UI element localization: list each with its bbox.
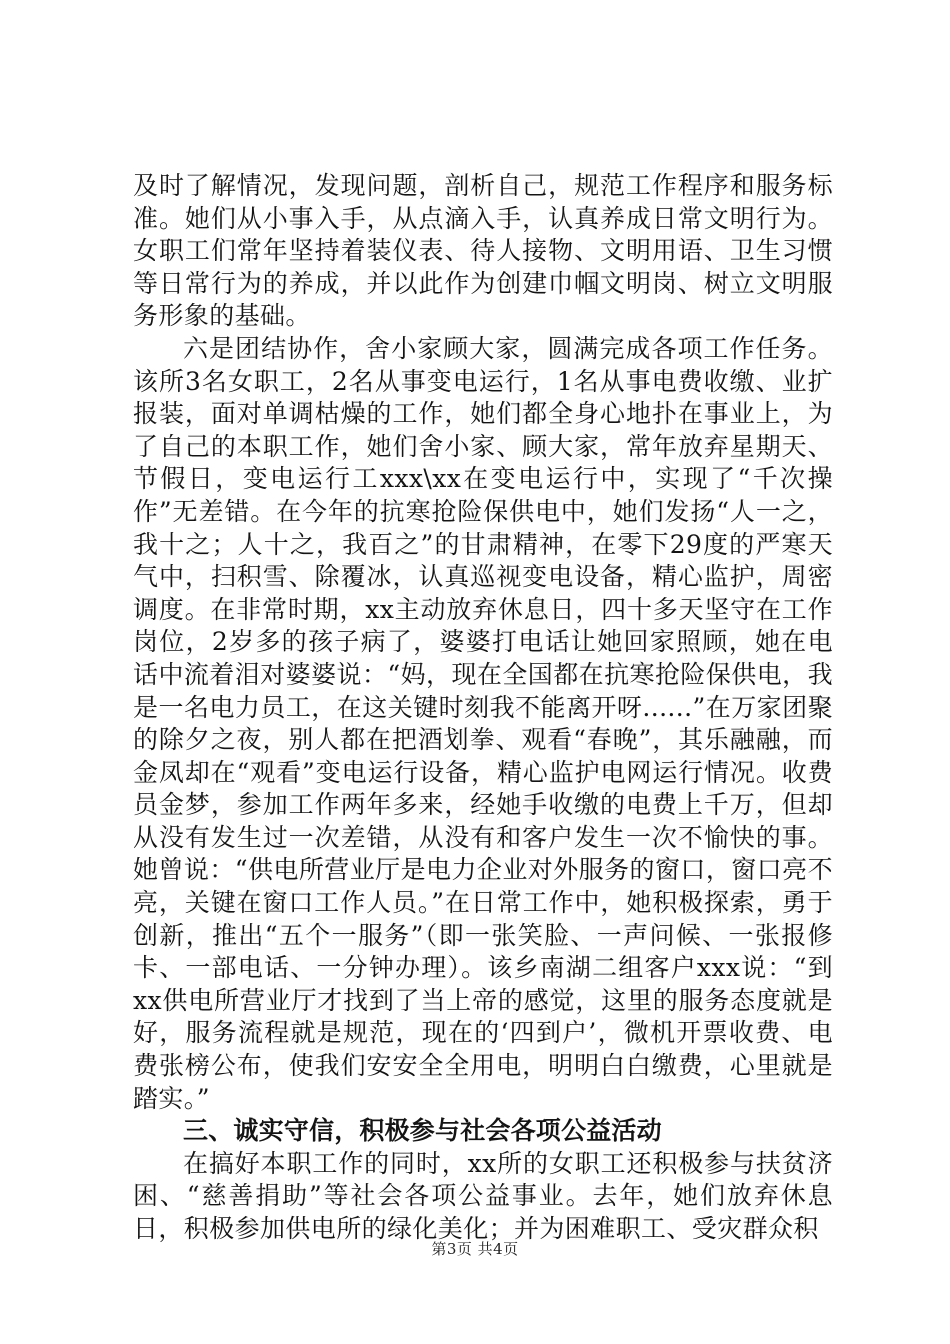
document-body [133,170,833,1246]
paragraph-public-welfare: 在搞好本职工作的同时，xx所的女职工还积极参与扶贫济困、“慈善捐助”等社会各项公益事业。去年，她们放弃休息日，积极参加供电所的绿化美化；并为困难职工、受灾群众积 [133,1148,833,1243]
page-footer: 第3页 共4页 [431,1240,519,1258]
paragraph-six-teamwork: 六是团结协作，舍小家顾大家，圆满完成各项工作任务。该所3名女职工，2名从事变电运行，1名从事电费收缴、业扩报装，面对单调枯燥的工作，她们都全身心地扑在事业上，为了自己的本职工作，她们舍小家、顾大家，常年放弃星期天、节假日，变电运行工xxx\xx在变电运行中，实现了“千次操作”无差错。在今年的抗寒抢险保供电中，她们发扬“人一之，我十之；人十之，我百之”的甘肃精神，在零下29度的严寒天气中，扫积雪、除覆冰，认真巡视变电设备，精心监护，周密调度。在非常时期，xx主动放弃休息日，四十多天坚守在工作岗位，2岁多的孩子病了，婆婆打电话让她回家照顾，她在电话中流着泪对婆婆说：“妈，现在全国都在抗寒抢险保供电，我是一名电力员工，在这关键时刻我不能离开呀......”在万家团聚的除夕之夜，别人都在把酒划拳、观看“春晚”，其乐融融，而金凤却在“观看”变电运行设备，精心监护电网运行情况。收费员金梦，参加工作两年多来，经她手收缴的电费上千万，但却从没有发生过一次差错，从没有和客户发生一次不愉快的事。她曾说：“供电所营业厅是电力企业对外服务的窗口，窗口亮不亮，关键在窗口工作人员。”在日常工作中，她积极探索，勇于创新，推出“五个一服务”（即一张笑脸、一声问候、一张报修卡、一部电话、一分钟办理）。该乡南湖二组客户xxx说：“到xx供电所营业厅才找到了当上帝的感觉，这里的服务态度就是好，服务流程就是规范，现在的‘四到户’，微机开票收费、电费张榜公布，使我们安安全全用电，明明白白缴费，心里就是踏实。” [133,333,833,1113]
section-heading: 三、诚实守信，积极参与社会各项公益活动 [183,1116,662,1146]
paragraph-continuation: 及时了解情况，发现问题，剖析自己，规范工作程序和服务标准。她们从小事入手，从点滴入手，认真养成日常文明行为。女职工们常年坚持着装仪表、待人接物、文明用语、卫生习惯等日常行为的养成，并以此作为创建巾帼文明岗、树立文明服务形象的基础。 [133,171,833,331]
